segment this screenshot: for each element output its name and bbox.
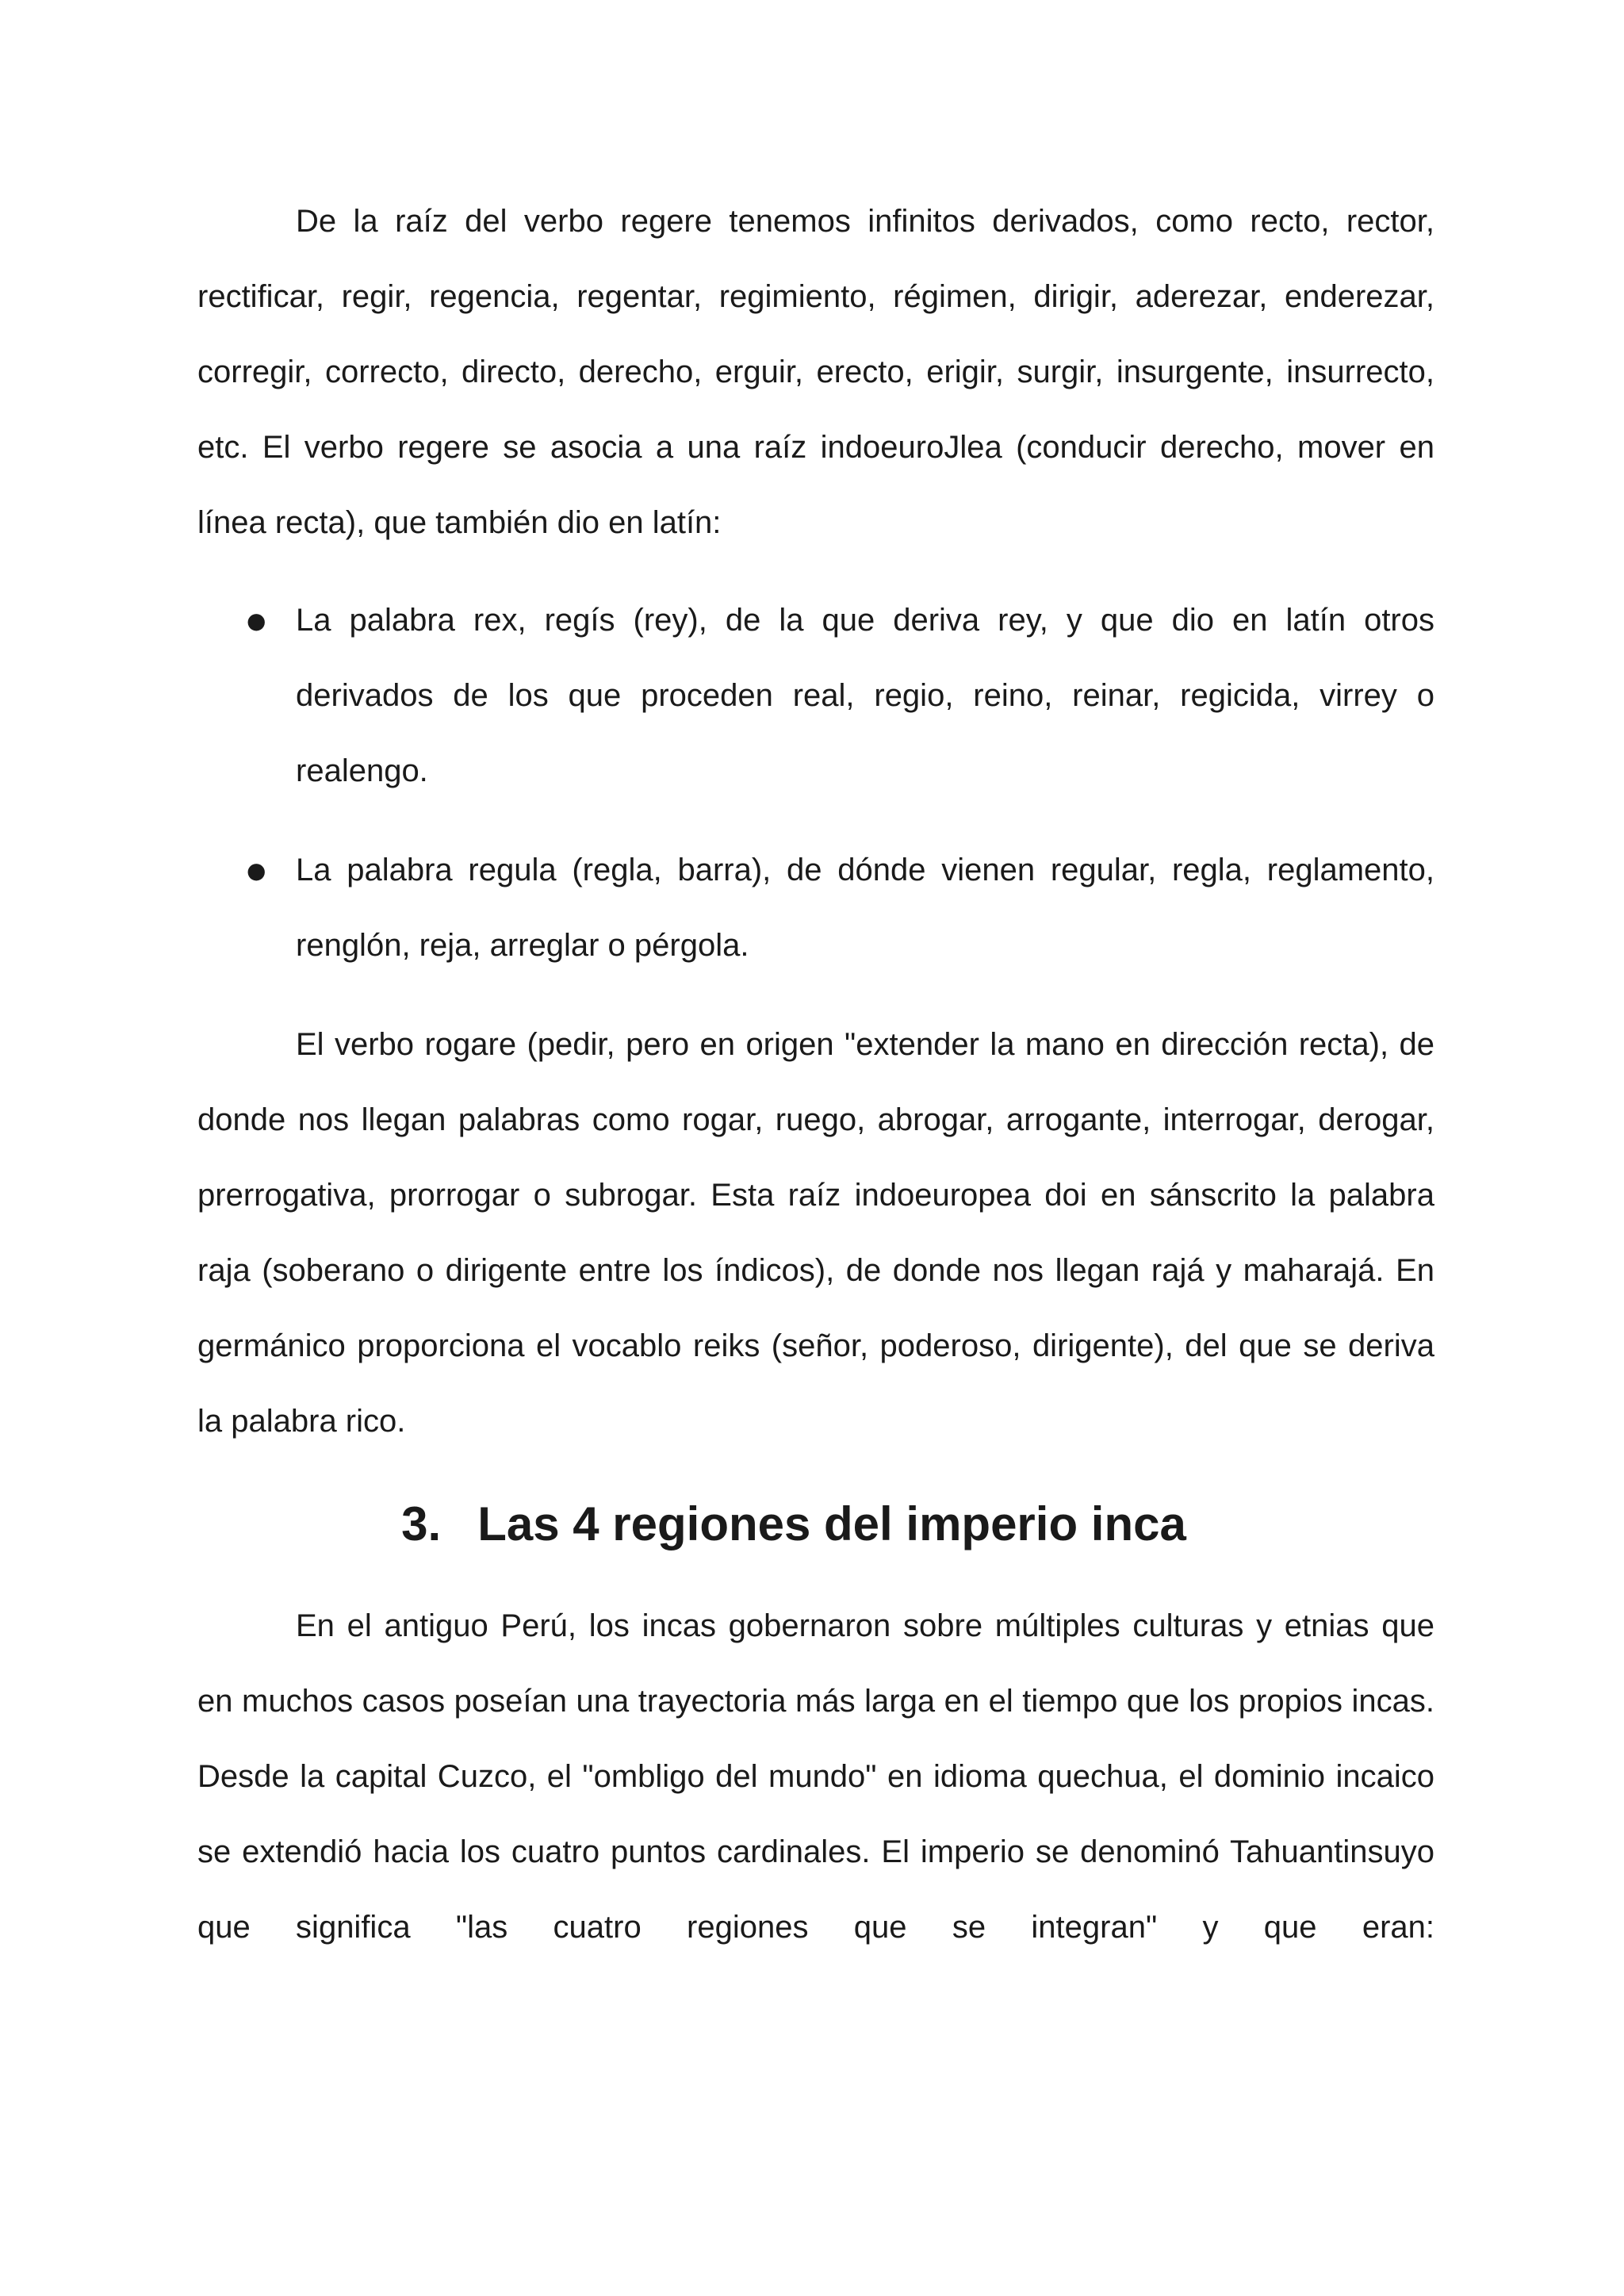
section-number: 3. bbox=[401, 1497, 442, 1550]
paragraph-regere: De la raíz del verbo regere tenemos infinitos derivados, como recto, rector, rectificar, regir, regencia, regentar, regimiento, régimen, dirigir, aderezar, enderezar, corregir, correcto, directo, derecho, erguir, erecto, erigir, surgir, insurgente, insurrecto, etc. El verbo regere se asocia a una raíz indoeuroJlea (conducir derecho, mover en línea recta), que también dio en latín: bbox=[197, 204, 1434, 540]
bullet-list bbox=[197, 583, 1434, 983]
document-page bbox=[197, 184, 1434, 1965]
list-item bbox=[197, 833, 1434, 983]
section-title: Las 4 regiones del imperio inca bbox=[477, 1497, 1186, 1550]
paragraph-incas: En el antiguo Perú, los incas gobernaron sobre múltiples culturas y etnias que en muchos casos poseían una trayectoria más larga en el tiempo que los propios incas. Desde la capital Cuzco, el "ombligo del mundo" en idioma quechua, el dominio incaico se extendió hacia los cuatro puntos cardinales. El imperio se denominó Tahuantinsuyo que significa "las cuatro regiones que se integran" y que eran: bbox=[197, 1608, 1434, 1945]
bullet-text-rex: La palabra rex, regís (rey), de la que deriva rey, y que dio en latín otros derivados de los que proceden real, regio, reino, reinar, regicida, virrey o realengo. bbox=[296, 603, 1434, 788]
list-item bbox=[197, 583, 1434, 809]
paragraph-rogare: El verbo rogare (pedir, pero en origen "extender la mano en dirección recta), de donde nos llegan palabras como rogar, ruego, abrogar, arrogante, interrogar, derogar, prerrogativa, prorrogar o subrogar. Esta raíz indoeuropea doi en sánscrito la palabra raja (soberano o dirigente entre los índicos), de donde nos llegan rajá y maharajá. En germánico proporciona el vocablo reiks (señor, poderoso, dirigente), del que se deriva la palabra rico. bbox=[197, 1027, 1434, 1439]
bullet-text-regula: La palabra regula (regla, barra), de dónde vienen regular, regla, reglamento, renglón, reja, arreglar o pérgola. bbox=[296, 853, 1434, 963]
section-spacer bbox=[197, 1565, 1434, 1589]
bullet-icon: ● bbox=[247, 608, 266, 634]
section-heading bbox=[175, 1483, 1412, 1565]
bullet-icon: ● bbox=[247, 857, 266, 884]
section-spacer bbox=[197, 1459, 1434, 1483]
